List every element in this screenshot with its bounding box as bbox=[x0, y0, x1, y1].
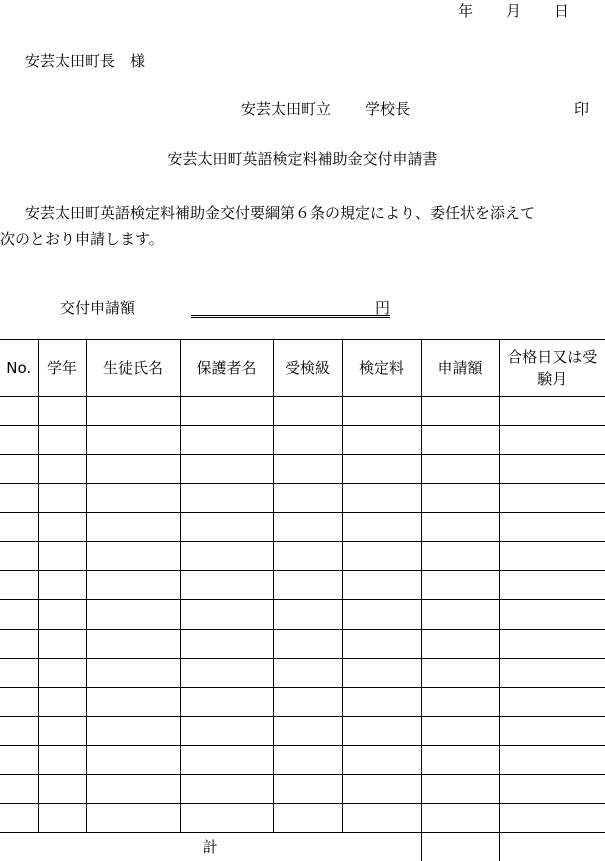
cell-guardian-name[interactable] bbox=[180, 542, 273, 571]
cell-exam-level[interactable] bbox=[273, 426, 342, 455]
cell-grade[interactable] bbox=[38, 455, 86, 484]
cell-guardian-name[interactable] bbox=[180, 455, 273, 484]
cell-exam-level[interactable] bbox=[273, 687, 342, 716]
cell-no[interactable] bbox=[0, 426, 38, 455]
cell-requested-amount[interactable] bbox=[421, 658, 499, 687]
cell-guardian-name[interactable] bbox=[180, 571, 273, 600]
cell-grade[interactable] bbox=[38, 658, 86, 687]
cell-exam-fee[interactable] bbox=[342, 426, 421, 455]
cell-no[interactable] bbox=[0, 397, 38, 426]
cell-no[interactable] bbox=[0, 571, 38, 600]
cell-requested-amount[interactable] bbox=[421, 484, 499, 513]
cell-student-name[interactable] bbox=[86, 716, 180, 745]
cell-grade[interactable] bbox=[38, 542, 86, 571]
cell-exam-level[interactable] bbox=[273, 455, 342, 484]
cell-no[interactable] bbox=[0, 600, 38, 629]
cell-exam-fee[interactable] bbox=[342, 484, 421, 513]
cell-exam-fee[interactable] bbox=[342, 600, 421, 629]
cell-grade[interactable] bbox=[38, 629, 86, 658]
cell-no[interactable] bbox=[0, 716, 38, 745]
cell-exam-level[interactable] bbox=[273, 600, 342, 629]
cell-requested-amount[interactable] bbox=[421, 397, 499, 426]
cell-guardian-name[interactable] bbox=[180, 716, 273, 745]
cell-requested-amount[interactable] bbox=[421, 687, 499, 716]
cell-pass-date[interactable] bbox=[499, 484, 605, 513]
cell-no[interactable] bbox=[0, 513, 38, 542]
table-row bbox=[0, 600, 605, 629]
amount-unit: 円 bbox=[375, 299, 390, 317]
cell-grade[interactable] bbox=[38, 484, 86, 513]
cell-exam-level[interactable] bbox=[273, 484, 342, 513]
date-day: 日 bbox=[554, 0, 569, 21]
cell-student-name[interactable] bbox=[86, 658, 180, 687]
total-amount-cell[interactable] bbox=[421, 833, 499, 861]
header-exam-fee: 検定料 bbox=[342, 340, 421, 397]
cell-guardian-name[interactable] bbox=[180, 745, 273, 774]
addressee: 安芸太田町長 様 bbox=[25, 50, 145, 71]
total-blank-cell bbox=[499, 833, 605, 861]
table-row bbox=[0, 513, 605, 542]
cell-no[interactable] bbox=[0, 455, 38, 484]
header-guardian-name: 保護者名 bbox=[180, 340, 273, 397]
cell-exam-level[interactable] bbox=[273, 745, 342, 774]
cell-grade[interactable] bbox=[38, 397, 86, 426]
cell-exam-fee[interactable] bbox=[342, 745, 421, 774]
cell-requested-amount[interactable] bbox=[421, 513, 499, 542]
cell-requested-amount[interactable] bbox=[421, 455, 499, 484]
cell-exam-level[interactable] bbox=[273, 397, 342, 426]
cell-grade[interactable] bbox=[38, 426, 86, 455]
seal-mark: 印 bbox=[574, 98, 589, 119]
amount-label: 交付申請額 bbox=[60, 297, 135, 318]
table-row bbox=[0, 571, 605, 600]
cell-pass-date[interactable] bbox=[499, 542, 605, 571]
cell-student-name[interactable] bbox=[86, 397, 180, 426]
cell-grade[interactable] bbox=[38, 716, 86, 745]
body-line-1: 安芸太田町英語検定料補助金交付要綱第６条の規定により、委任状を添えて bbox=[25, 200, 605, 226]
table-header-row bbox=[0, 340, 605, 397]
cell-student-name[interactable] bbox=[86, 455, 180, 484]
header-student-name: 生徒氏名 bbox=[86, 340, 180, 397]
date-year: 年 bbox=[458, 0, 473, 21]
cell-grade[interactable] bbox=[38, 803, 86, 832]
cell-guardian-name[interactable] bbox=[180, 803, 273, 832]
cell-requested-amount[interactable] bbox=[421, 629, 499, 658]
table-row bbox=[0, 716, 605, 745]
cell-student-name[interactable] bbox=[86, 803, 180, 832]
cell-pass-date[interactable] bbox=[499, 774, 605, 803]
table-row bbox=[0, 658, 605, 687]
date-line bbox=[458, 0, 569, 21]
cell-pass-date[interactable] bbox=[499, 687, 605, 716]
cell-pass-date[interactable] bbox=[499, 397, 605, 426]
cell-no[interactable] bbox=[0, 803, 38, 832]
cell-requested-amount[interactable] bbox=[421, 600, 499, 629]
amount-field[interactable] bbox=[191, 297, 390, 318]
cell-grade[interactable] bbox=[38, 745, 86, 774]
cell-student-name[interactable] bbox=[86, 687, 180, 716]
body-paragraph bbox=[25, 200, 605, 252]
school-principal: 学校長 bbox=[365, 100, 410, 118]
cell-student-name[interactable] bbox=[86, 542, 180, 571]
cell-requested-amount[interactable] bbox=[421, 426, 499, 455]
total-row bbox=[0, 833, 605, 861]
table-row bbox=[0, 774, 605, 803]
cell-grade[interactable] bbox=[38, 600, 86, 629]
table-row bbox=[0, 803, 605, 832]
cell-pass-date[interactable] bbox=[499, 629, 605, 658]
table-row bbox=[0, 687, 605, 716]
table-row bbox=[0, 426, 605, 455]
cell-student-name[interactable] bbox=[86, 571, 180, 600]
cell-pass-date[interactable] bbox=[499, 745, 605, 774]
cell-exam-fee[interactable] bbox=[342, 687, 421, 716]
cell-guardian-name[interactable] bbox=[180, 629, 273, 658]
cell-pass-date[interactable] bbox=[499, 803, 605, 832]
cell-exam-fee[interactable] bbox=[342, 774, 421, 803]
cell-no[interactable] bbox=[0, 542, 38, 571]
cell-guardian-name[interactable] bbox=[180, 426, 273, 455]
cell-pass-date[interactable] bbox=[499, 600, 605, 629]
cell-guardian-name[interactable] bbox=[180, 600, 273, 629]
cell-grade[interactable] bbox=[38, 571, 86, 600]
document-title: 安芸太田町英語検定料補助金交付申請書 bbox=[0, 148, 605, 169]
cell-guardian-name[interactable] bbox=[180, 397, 273, 426]
cell-student-name[interactable] bbox=[86, 600, 180, 629]
cell-requested-amount[interactable] bbox=[421, 716, 499, 745]
cell-student-name[interactable] bbox=[86, 745, 180, 774]
cell-student-name[interactable] bbox=[86, 629, 180, 658]
cell-exam-level[interactable] bbox=[273, 513, 342, 542]
cell-exam-fee[interactable] bbox=[342, 542, 421, 571]
school-prefix: 安芸太田町立 bbox=[241, 100, 331, 118]
sender-line bbox=[241, 98, 410, 119]
cell-grade[interactable] bbox=[38, 774, 86, 803]
cell-grade[interactable] bbox=[38, 513, 86, 542]
cell-no[interactable] bbox=[0, 774, 38, 803]
cell-requested-amount[interactable] bbox=[421, 745, 499, 774]
cell-pass-date[interactable] bbox=[499, 658, 605, 687]
cell-exam-level[interactable] bbox=[273, 542, 342, 571]
cell-exam-fee[interactable] bbox=[342, 397, 421, 426]
table-row bbox=[0, 629, 605, 658]
cell-pass-date[interactable] bbox=[499, 513, 605, 542]
cell-no[interactable] bbox=[0, 629, 38, 658]
table-row bbox=[0, 745, 605, 774]
cell-guardian-name[interactable] bbox=[180, 774, 273, 803]
application-table bbox=[0, 339, 605, 861]
cell-requested-amount[interactable] bbox=[421, 803, 499, 832]
cell-guardian-name[interactable] bbox=[180, 687, 273, 716]
cell-requested-amount[interactable] bbox=[421, 571, 499, 600]
cell-pass-date[interactable] bbox=[499, 571, 605, 600]
cell-exam-level[interactable] bbox=[273, 803, 342, 832]
cell-exam-fee[interactable] bbox=[342, 716, 421, 745]
cell-student-name[interactable] bbox=[86, 484, 180, 513]
cell-exam-fee[interactable] bbox=[342, 513, 421, 542]
cell-pass-date[interactable] bbox=[499, 426, 605, 455]
cell-exam-level[interactable] bbox=[273, 571, 342, 600]
header-grade: 学年 bbox=[38, 340, 86, 397]
table-row bbox=[0, 484, 605, 513]
cell-exam-level[interactable] bbox=[273, 658, 342, 687]
cell-exam-fee[interactable] bbox=[342, 571, 421, 600]
header-no: No. bbox=[0, 340, 38, 397]
cell-guardian-name[interactable] bbox=[180, 658, 273, 687]
table-row bbox=[0, 455, 605, 484]
cell-student-name[interactable] bbox=[86, 513, 180, 542]
cell-student-name[interactable] bbox=[86, 426, 180, 455]
header-exam-level: 受検級 bbox=[273, 340, 342, 397]
cell-no[interactable] bbox=[0, 658, 38, 687]
cell-no[interactable] bbox=[0, 687, 38, 716]
body-line-2: 次のとおり申請します。 bbox=[0, 226, 605, 252]
header-requested-amount: 申請額 bbox=[421, 340, 499, 397]
date-month: 月 bbox=[506, 0, 521, 21]
cell-guardian-name[interactable] bbox=[180, 513, 273, 542]
total-label: 計 bbox=[0, 833, 421, 861]
cell-requested-amount[interactable] bbox=[421, 542, 499, 571]
table-row bbox=[0, 397, 605, 426]
cell-guardian-name[interactable] bbox=[180, 484, 273, 513]
cell-exam-fee[interactable] bbox=[342, 629, 421, 658]
cell-no[interactable] bbox=[0, 745, 38, 774]
header-pass-date: 合格日又は受験月 bbox=[499, 340, 605, 397]
cell-exam-fee[interactable] bbox=[342, 455, 421, 484]
table-row bbox=[0, 542, 605, 571]
cell-pass-date[interactable] bbox=[499, 455, 605, 484]
cell-exam-fee[interactable] bbox=[342, 658, 421, 687]
cell-grade[interactable] bbox=[38, 687, 86, 716]
cell-exam-level[interactable] bbox=[273, 774, 342, 803]
cell-exam-fee[interactable] bbox=[342, 803, 421, 832]
cell-no[interactable] bbox=[0, 484, 38, 513]
cell-exam-level[interactable] bbox=[273, 716, 342, 745]
cell-requested-amount[interactable] bbox=[421, 774, 499, 803]
cell-exam-level[interactable] bbox=[273, 629, 342, 658]
cell-pass-date[interactable] bbox=[499, 716, 605, 745]
cell-student-name[interactable] bbox=[86, 774, 180, 803]
